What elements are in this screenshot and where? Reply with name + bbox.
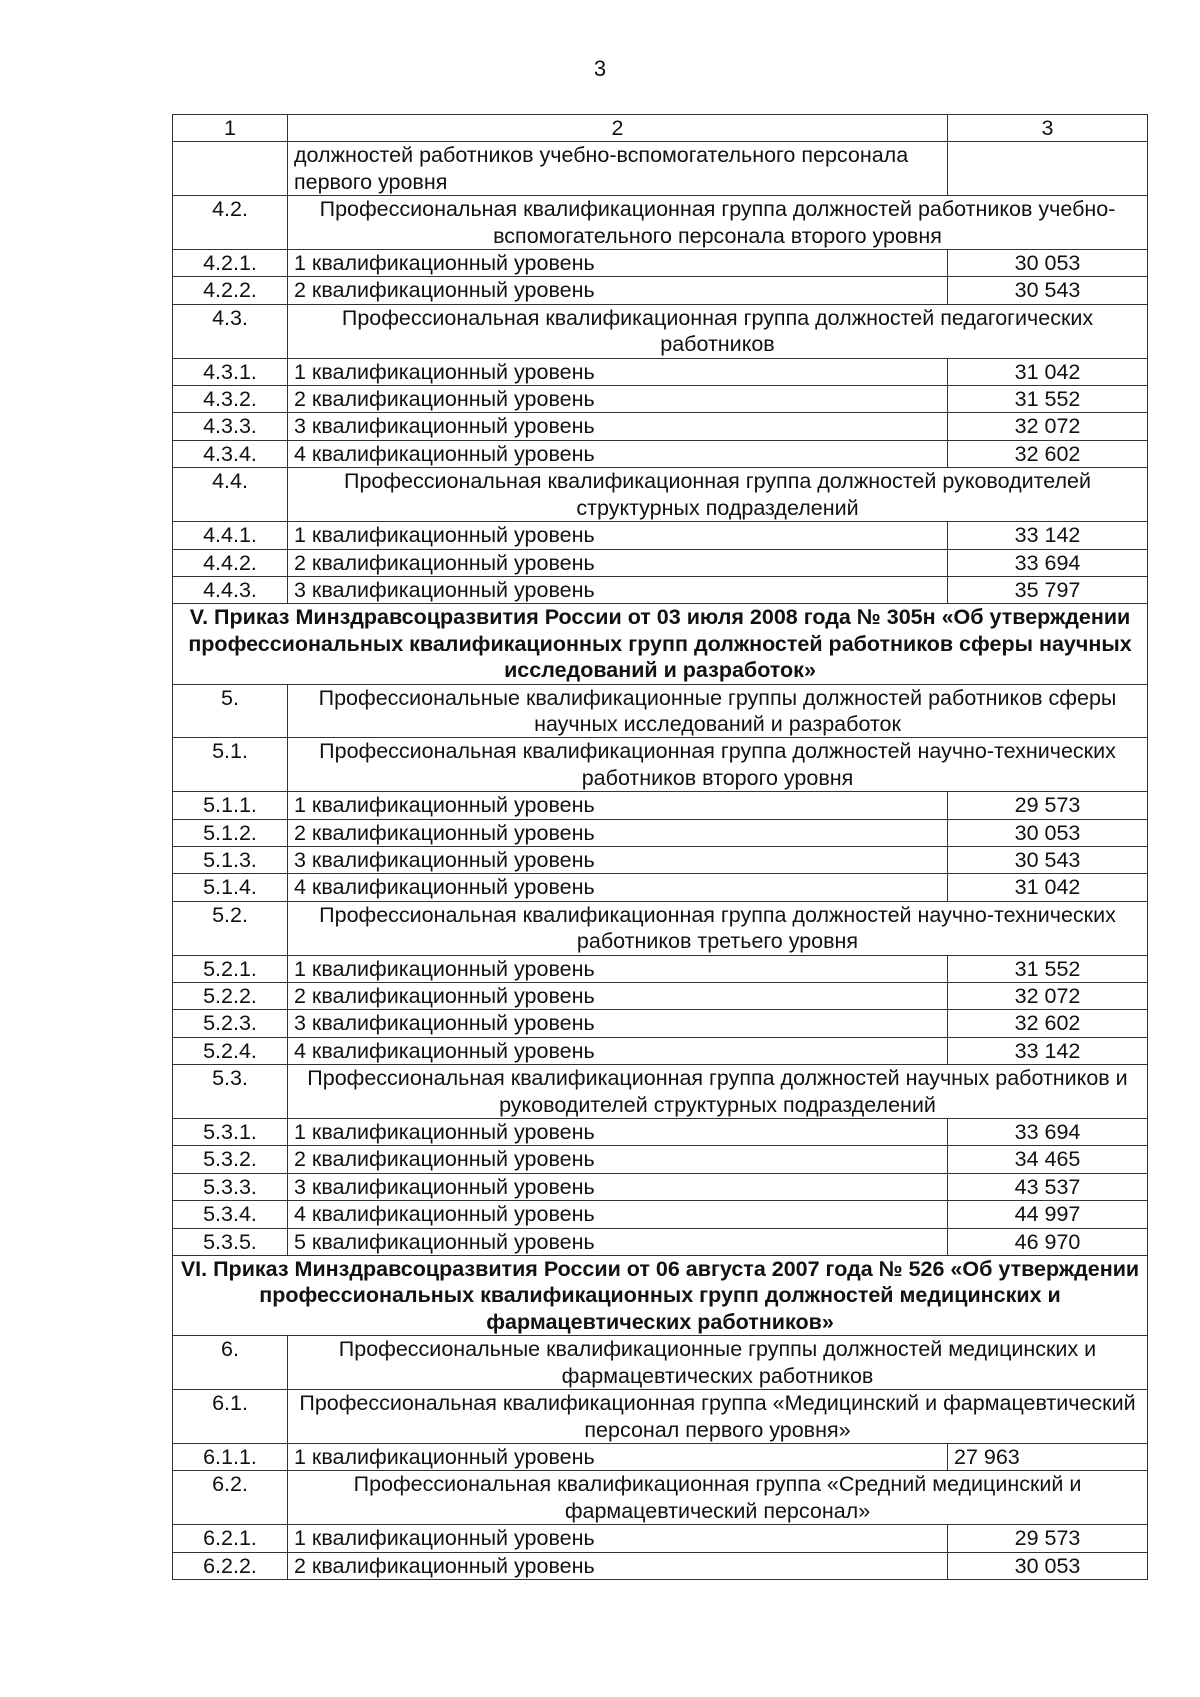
group-row bbox=[173, 738, 1148, 792]
row-number: 4.4.3. bbox=[173, 576, 288, 603]
section-heading-row bbox=[173, 604, 1148, 684]
table-row bbox=[173, 1173, 1148, 1200]
group-title: Профессиональная квалификационная группа «Средний медицинский и фармацевтический персонал» bbox=[288, 1471, 1148, 1525]
row-number: 5.3.3. bbox=[173, 1173, 288, 1200]
row-number: 5.3.4. bbox=[173, 1201, 288, 1228]
table-row bbox=[173, 1525, 1148, 1552]
level-name: 1 квалификационный уровень bbox=[288, 792, 948, 819]
salary-value: 30 053 bbox=[948, 1552, 1148, 1579]
row-number: 4.4. bbox=[173, 468, 288, 522]
level-name: 4 квалификационный уровень bbox=[288, 1201, 948, 1228]
salary-value: 29 573 bbox=[948, 1525, 1148, 1552]
level-name: 1 квалификационный уровень bbox=[288, 1525, 948, 1552]
row-number: 4.3. bbox=[173, 304, 288, 358]
row-number: 5.3.1. bbox=[173, 1119, 288, 1146]
level-name: 2 квалификационный уровень bbox=[288, 277, 948, 304]
salary-value: 31 552 bbox=[948, 955, 1148, 982]
table-row bbox=[173, 1228, 1148, 1255]
table-row bbox=[173, 413, 1148, 440]
row-number: 5. bbox=[173, 684, 288, 738]
level-name: 1 квалификационный уровень bbox=[288, 1443, 948, 1470]
row-number: 6.2.1. bbox=[173, 1525, 288, 1552]
salary-value: 31 042 bbox=[948, 358, 1148, 385]
level-name: 3 квалификационный уровень bbox=[288, 413, 948, 440]
row-number: 5.1.3. bbox=[173, 846, 288, 873]
header-col-2: 2 bbox=[288, 115, 948, 142]
table-row bbox=[173, 1146, 1148, 1173]
row-number: 5.2.3. bbox=[173, 1010, 288, 1037]
level-name: 3 квалификационный уровень bbox=[288, 1010, 948, 1037]
table-row bbox=[173, 819, 1148, 846]
level-name: 1 квалификационный уровень bbox=[288, 955, 948, 982]
row-number: 5.1. bbox=[173, 738, 288, 792]
group-row bbox=[173, 1336, 1148, 1390]
table-row bbox=[173, 549, 1148, 576]
level-name: 1 квалификационный уровень bbox=[288, 250, 948, 277]
table-row bbox=[173, 792, 1148, 819]
group-title: Профессиональная квалификационная группа должностей работников учебно-вспомогательного персонала второго уровня bbox=[288, 196, 1148, 250]
salary-value: 46 970 bbox=[948, 1228, 1148, 1255]
salary-value: 33 694 bbox=[948, 1119, 1148, 1146]
row-number: 4.3.2. bbox=[173, 386, 288, 413]
table-row bbox=[173, 1443, 1148, 1470]
table-row bbox=[173, 846, 1148, 873]
table-row bbox=[173, 576, 1148, 603]
salary-value: 32 072 bbox=[948, 983, 1148, 1010]
page-number: 3 bbox=[593, 56, 607, 81]
group-row bbox=[173, 304, 1148, 358]
group-title: Профессиональная квалификационная группа должностей научных работников и руководителей структурных подразделений bbox=[288, 1065, 1148, 1119]
row-number: 4.4.2. bbox=[173, 549, 288, 576]
level-name: 4 квалификационный уровень bbox=[288, 1037, 948, 1064]
group-row bbox=[173, 1390, 1148, 1444]
group-row bbox=[173, 468, 1148, 522]
level-name: 1 квалификационный уровень bbox=[288, 358, 948, 385]
group-title: Профессиональная квалификационная группа должностей руководителей структурных подразделений bbox=[288, 468, 1148, 522]
table-row bbox=[173, 983, 1148, 1010]
row-number: 4.3.4. bbox=[173, 440, 288, 467]
row-number: 4.4.1. bbox=[173, 522, 288, 549]
level-name: 2 квалификационный уровень bbox=[288, 549, 948, 576]
table-row bbox=[173, 277, 1148, 304]
header-col-1: 1 bbox=[173, 115, 288, 142]
row-number: 5.1.2. bbox=[173, 819, 288, 846]
row-number: 5.2.2. bbox=[173, 983, 288, 1010]
salary-value: 30 053 bbox=[948, 819, 1148, 846]
section-heading-row bbox=[173, 1256, 1148, 1336]
row-number: 5.1.1. bbox=[173, 792, 288, 819]
group-row bbox=[173, 196, 1148, 250]
row-number: 4.2. bbox=[173, 196, 288, 250]
salary-value: 30 543 bbox=[948, 846, 1148, 873]
level-name: 4 квалификационный уровень bbox=[288, 874, 948, 901]
row-number: 6.2. bbox=[173, 1471, 288, 1525]
table-row bbox=[173, 1037, 1148, 1064]
table-row bbox=[173, 955, 1148, 982]
row-number: 5.2. bbox=[173, 901, 288, 955]
salary-value: 35 797 bbox=[948, 576, 1148, 603]
level-name: 2 квалификационный уровень bbox=[288, 1552, 948, 1579]
level-name: 3 квалификационный уровень bbox=[288, 576, 948, 603]
level-name: 2 квалификационный уровень bbox=[288, 983, 948, 1010]
row-number-empty bbox=[173, 142, 288, 196]
level-name: 1 квалификационный уровень bbox=[288, 522, 948, 549]
group-title: Профессиональная квалификационная группа должностей научно-технических работников второго уровня bbox=[288, 738, 1148, 792]
row-number: 5.2.4. bbox=[173, 1037, 288, 1064]
group-title: Профессиональная квалификационная группа должностей педагогических работников bbox=[288, 304, 1148, 358]
group-title: Профессиональные квалификационные группы должностей работников сферы научных исследований и разработок bbox=[288, 684, 1148, 738]
header-col-3: 3 bbox=[948, 115, 1148, 142]
row-number: 5.1.4. bbox=[173, 874, 288, 901]
level-name: 5 квалификационный уровень bbox=[288, 1228, 948, 1255]
row-number: 4.2.2. bbox=[173, 277, 288, 304]
row-number: 4.3.3. bbox=[173, 413, 288, 440]
group-row bbox=[173, 901, 1148, 955]
salary-value: 34 465 bbox=[948, 1146, 1148, 1173]
level-name: 1 квалификационный уровень bbox=[288, 1119, 948, 1146]
salary-value: 30 543 bbox=[948, 277, 1148, 304]
continuation-row bbox=[173, 142, 1148, 196]
salary-value: 32 072 bbox=[948, 413, 1148, 440]
section-heading: VI. Приказ Минздравсоцразвития России от 06 августа 2007 года № 526 «Об утверждении профессиональных квалификационных групп должностей медицинских и фармацевтических работников» bbox=[173, 1256, 1148, 1336]
salary-value: 33 142 bbox=[948, 522, 1148, 549]
level-name: 2 квалификационный уровень bbox=[288, 386, 948, 413]
row-number: 6.2.2. bbox=[173, 1552, 288, 1579]
table-row bbox=[173, 1010, 1148, 1037]
salary-value: 31 042 bbox=[948, 874, 1148, 901]
section-heading: V. Приказ Минздравсоцразвития России от 03 июля 2008 года № 305н «Об утверждении профессиональных квалификационных групп должностей работников сферы научных исследований и разработок» bbox=[173, 604, 1148, 684]
table-row bbox=[173, 1201, 1148, 1228]
table-row bbox=[173, 440, 1148, 467]
level-name: 3 квалификационный уровень bbox=[288, 1173, 948, 1200]
salary-value: 44 997 bbox=[948, 1201, 1148, 1228]
salary-value: 29 573 bbox=[948, 792, 1148, 819]
table-body bbox=[173, 142, 1148, 1580]
salary-value: 32 602 bbox=[948, 440, 1148, 467]
table-row bbox=[173, 1552, 1148, 1579]
row-number: 5.3.5. bbox=[173, 1228, 288, 1255]
salary-value: 31 552 bbox=[948, 386, 1148, 413]
level-name: 2 квалификационный уровень bbox=[288, 1146, 948, 1173]
group-row bbox=[173, 1471, 1148, 1525]
level-name: 4 квалификационный уровень bbox=[288, 440, 948, 467]
row-number: 6.1. bbox=[173, 1390, 288, 1444]
table-row bbox=[173, 874, 1148, 901]
salary-value: 33 142 bbox=[948, 1037, 1148, 1064]
row-number: 6. bbox=[173, 1336, 288, 1390]
row-number: 6.1.1. bbox=[173, 1443, 288, 1470]
row-number: 5.2.1. bbox=[173, 955, 288, 982]
row-number: 4.2.1. bbox=[173, 250, 288, 277]
level-name: 3 квалификационный уровень bbox=[288, 846, 948, 873]
value-empty bbox=[948, 142, 1148, 196]
salary-table bbox=[172, 114, 1148, 1580]
row-number: 4.3.1. bbox=[173, 358, 288, 385]
group-title: Профессиональная квалификационная группа должностей научно-технических работников третьего уровня bbox=[288, 901, 1148, 955]
salary-value: 30 053 bbox=[948, 250, 1148, 277]
table-row bbox=[173, 1119, 1148, 1146]
group-row bbox=[173, 684, 1148, 738]
table-row bbox=[173, 250, 1148, 277]
salary-value: 27 963 bbox=[948, 1443, 1148, 1470]
table-header-row bbox=[173, 115, 1148, 142]
salary-value: 33 694 bbox=[948, 549, 1148, 576]
group-title: Профессиональная квалификационная группа «Медицинский и фармацевтический персонал первого уровня» bbox=[288, 1390, 1148, 1444]
row-number: 5.3. bbox=[173, 1065, 288, 1119]
salary-value: 32 602 bbox=[948, 1010, 1148, 1037]
salary-value: 43 537 bbox=[948, 1173, 1148, 1200]
table-row bbox=[173, 386, 1148, 413]
group-row bbox=[173, 1065, 1148, 1119]
group-title: Профессиональные квалификационные группы должностей медицинских и фармацевтических работников bbox=[288, 1336, 1148, 1390]
table-row bbox=[173, 358, 1148, 385]
row-number: 5.3.2. bbox=[173, 1146, 288, 1173]
level-name: 2 квалификационный уровень bbox=[288, 819, 948, 846]
table-row bbox=[173, 522, 1148, 549]
group-title-continuation: должностей работников учебно-вспомогательного персонала первого уровня bbox=[288, 142, 948, 196]
